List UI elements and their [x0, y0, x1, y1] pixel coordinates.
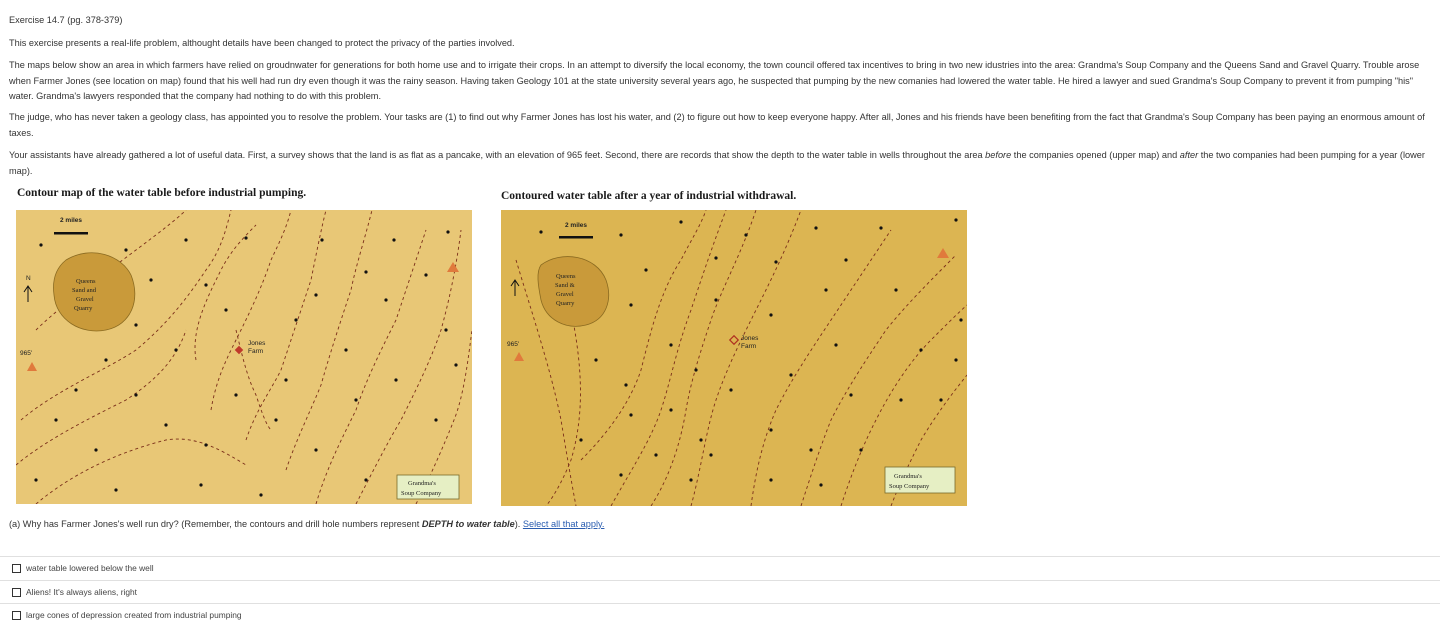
company2-label-2: Soup Company: [889, 483, 930, 490]
map-before: [16, 210, 472, 504]
company2-label-1: Grandma's: [894, 473, 922, 480]
quarry-label-1: Queens: [76, 278, 96, 285]
paragraph-3: Your assistants have already gathered a lot of useful data. First, a survey shows that the land is as flat as a pancake, with an elevation of 965 feet. Second, there are records that show the depth to the water table in wells throughout the area before the companies opened (upper map) and after the two companies had been pumping for a year (lower map).: [9, 150, 1425, 176]
checkbox-3[interactable]: [12, 611, 21, 620]
quarry-label-3: Gravel: [76, 296, 94, 303]
company-label-1: Grandma's: [408, 480, 436, 487]
intro-text: This exercise presents a real-life problem, althought details have been changed to protect the privacy of the parties involved.: [9, 38, 515, 48]
paragraph-2: The judge, who has never taken a geology class, has appointed you to resolve the problem. Your tasks are (1) to find out why Farmer Jones has lost his water, and (2) to figure out how to keep everyone happy. After all, Jones and his friends have been benefiting from the fact that Grandma's Soup Company has been paying an enormous amount of taxes.: [9, 112, 1425, 138]
farm2-label-1: Jones: [741, 335, 759, 342]
option-3-label[interactable]: large cones of depression created from industrial pumping: [26, 610, 242, 620]
checkbox-1[interactable]: [12, 564, 21, 573]
scale2-label: 2 miles: [565, 222, 588, 229]
quarry2-label-1: Queens: [556, 273, 576, 280]
map-after-background: [501, 210, 967, 506]
option-2[interactable]: [0, 580, 1440, 603]
checkbox-2[interactable]: [12, 588, 21, 597]
quarry2-label-2: Sand &: [555, 282, 575, 289]
quarry2-label-4: Quarry: [556, 300, 575, 307]
farm2-label-2: Farm: [741, 343, 757, 350]
paragraph-1: The maps below show an area in which farmers have relied on groudnwater for generations for both home use and to irrigate their crops. In an attempt to diversify the local economy, the town council offered tax incentives to bring in two new idustries into the area: Grandma's Soup Company and the Queens Sand and Gravel Quarry. Trouble arose when Farmer Jones (see location on map) found that his well had run dry even though it was the rainy season. Having taken Geology 101 at the state university several years ago, he suspected that pumping by the new comanies had lowered the water table. He hired a lawyer and sued Grandma's Soup Company to prevent it from pumping "his" water. Grandma's lawyers responded that the company had nothing to do with this problem.: [9, 60, 1420, 101]
scale-label: 2 miles: [60, 217, 83, 224]
option-3[interactable]: [0, 603, 1440, 626]
map-after-title: Contoured water table after a year of industrial withdrawal.: [501, 190, 797, 202]
option-1-label[interactable]: water table lowered below the well: [26, 563, 154, 573]
farm-label-1: Jones: [248, 340, 266, 347]
question-text: (a) Why has Farmer Jones's well run dry? (Remember, the contours and drill hole numbers represent DEPTH to water table). Select all that apply.: [9, 519, 605, 529]
farm-label-2: Farm: [248, 348, 264, 355]
scale2-bar: [559, 236, 593, 239]
quarry2-label-3: Gravel: [556, 291, 574, 298]
option-2-label[interactable]: Aliens! It's always aliens, right: [26, 587, 137, 597]
map-before-title: Contour map of the water table before industrial pumping.: [17, 187, 307, 199]
select-all-link[interactable]: Select all that apply.: [522, 519, 605, 529]
scale-bar: [54, 232, 88, 235]
elevation2-label: 965': [507, 341, 520, 348]
quarry-label-4: Quarry: [74, 305, 93, 312]
north-label: N: [26, 275, 31, 282]
quarry-label-2: Sand and: [72, 287, 97, 294]
exercise-title: Exercise 14.7 (pg. 378-379): [9, 15, 123, 25]
map-after: [501, 210, 957, 504]
option-1[interactable]: [0, 556, 1440, 579]
elevation-label: 965': [20, 350, 33, 357]
company-label-2: Soup Company: [401, 490, 442, 497]
